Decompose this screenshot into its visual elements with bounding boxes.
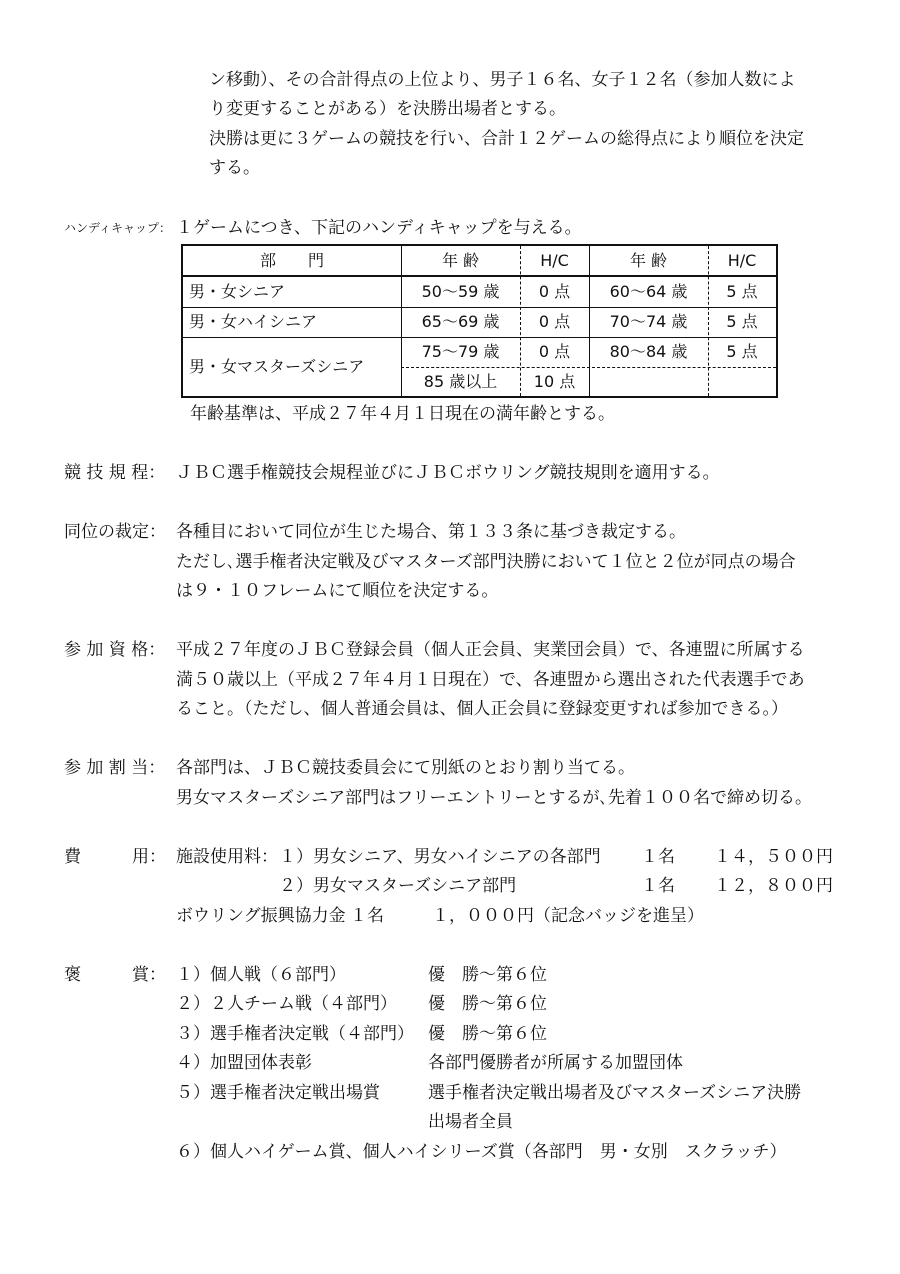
- handicap-table: [181, 244, 778, 398]
- header-hc-1: H/C: [540, 250, 569, 270]
- award-prize: 各部門優勝者が所属する加盟団体: [428, 1053, 683, 1073]
- promo-fee-name: ボウリング振興協力金: [176, 906, 346, 926]
- fee-item-amount: １４，５００円: [714, 847, 833, 867]
- promo-fee-count: １名: [350, 906, 384, 926]
- allocation-line: 男女マスターズシニア部門はフリーエントリーとするが､先着１００名で締め切る。: [176, 788, 812, 808]
- row-hc: 0 点: [538, 342, 571, 362]
- facility-fee-label: 施設使用料：: [176, 847, 278, 867]
- rules-text: ＪＢＣ選手権競技会規程並びにＪＢＣボウリング競技規則を適用する。: [176, 463, 720, 483]
- row-age: 85 歳以上: [423, 371, 498, 391]
- fee-item-count: １名: [641, 876, 675, 896]
- allocation-label: 参 加 割 当：: [64, 758, 166, 778]
- header-age-1: 年 齢: [441, 250, 480, 270]
- row-hc: 0 点: [538, 312, 571, 332]
- eligibility-line: 満５０歳以上（平成２７年４月１日現在）で、各連盟から選出された代表選手であ: [176, 670, 805, 690]
- row-hc: 5 点: [726, 312, 758, 332]
- age-basis-note: 年齢基準は、平成２７年４月１日現在の満年齢とする。: [190, 404, 615, 424]
- ties-line: ただし､選手権者決定戦及びマスターズ部門決勝において１位と２位が同点の場合: [176, 552, 796, 572]
- award-name: ４）加盟団体表彰: [176, 1053, 312, 1073]
- row-age: 50～59 歳: [421, 281, 500, 301]
- handicap-label: ハンディキャップ：: [64, 221, 172, 235]
- eligibility-line: ること。（ただし、個人普通会員は、個人正会員に登録変更すれば参加できる。）: [176, 699, 788, 719]
- row-hc: 5 点: [726, 342, 758, 362]
- awards-label: 褒 賞：: [64, 965, 166, 985]
- row-hc: 0 点: [538, 281, 571, 301]
- promo-fee-amount: １，０００円（記念バッジを進呈）: [432, 906, 704, 926]
- row-division: 男・女マスターズシニア: [189, 356, 365, 376]
- award-name: １）個人戦（６部門）: [176, 965, 346, 985]
- allocation-line: 各部門は、ＪＢＣ競技委員会にて別紙のとおり割り当てる。: [176, 758, 635, 778]
- fee-item-name: ２）男女マスターズシニア部門: [279, 876, 517, 896]
- fees-label: 費 用：: [64, 847, 166, 867]
- award-prize: 選手権者決定戦出場者及びマスターズシニア決勝: [428, 1083, 802, 1103]
- header-division: 部 門: [259, 250, 324, 270]
- award-prize: 優 勝～第６位: [428, 994, 547, 1014]
- award-prize: 優 勝～第６位: [428, 965, 547, 985]
- fee-item-name: １）男女シニア、男女ハイシニアの各部門: [279, 847, 601, 867]
- row-age: 60～64 歳: [609, 281, 688, 301]
- eligibility-line: 平成２７年度のＪＢＣ登録会員（個人正会員、実業団会員）で、各連盟に所属する: [176, 640, 805, 660]
- row-age: 65～69 歳: [421, 312, 500, 332]
- award-name: ３）選手権者決定戦（４部門）: [176, 1024, 414, 1044]
- award-prize-continued: 出場者全員: [428, 1112, 513, 1132]
- intro-line: ン移動）、その合計得点の上位より、男子１６名、女子１２名（参加人数によ: [209, 70, 796, 90]
- header-hc-2: H/C: [727, 250, 757, 270]
- intro-line: 決勝は更に３ゲームの競技を行い、合計１２ゲームの総得点により順位を決定: [209, 129, 804, 149]
- fee-item-count: １名: [641, 847, 675, 867]
- award-name: ６）個人ハイゲーム賞、個人ハイシリーズ賞（各部門 男・女別 スクラッチ）: [176, 1142, 787, 1162]
- award-name: ２）２人チーム戦（４部門）: [176, 994, 397, 1014]
- row-age: 70～74 歳: [609, 312, 688, 332]
- row-hc: 10 点: [533, 371, 576, 391]
- ties-line: は９・１０フレームにて順位を決定する。: [176, 581, 499, 601]
- row-age: 75～79 歳: [421, 342, 500, 362]
- eligibility-label: 参 加 資 格：: [64, 640, 166, 660]
- row-age: 80～84 歳: [609, 342, 688, 362]
- award-prize: 優 勝～第６位: [428, 1024, 547, 1044]
- header-age-2: 年 齢: [629, 250, 668, 270]
- fee-item-amount: １２，８００円: [714, 876, 833, 896]
- row-division: 男・女シニア: [189, 281, 286, 301]
- row-division: 男・女ハイシニア: [189, 312, 318, 332]
- ties-line: 各種目において同位が生じた場合、第１３３条に基づき裁定する。: [176, 522, 686, 542]
- intro-line: り変更することがある）を決勝出場者とする。: [209, 99, 566, 119]
- handicap-text: １ゲームにつき、下記のハンディキャップを与える。: [176, 218, 582, 238]
- intro-line: する。: [209, 158, 260, 178]
- award-name: ５）選手権者決定戦出場賞: [176, 1083, 380, 1103]
- ties-label: 同位の裁定：: [64, 522, 166, 542]
- row-hc: 5 点: [726, 281, 758, 301]
- rules-label: 競 技 規 程：: [64, 463, 166, 483]
